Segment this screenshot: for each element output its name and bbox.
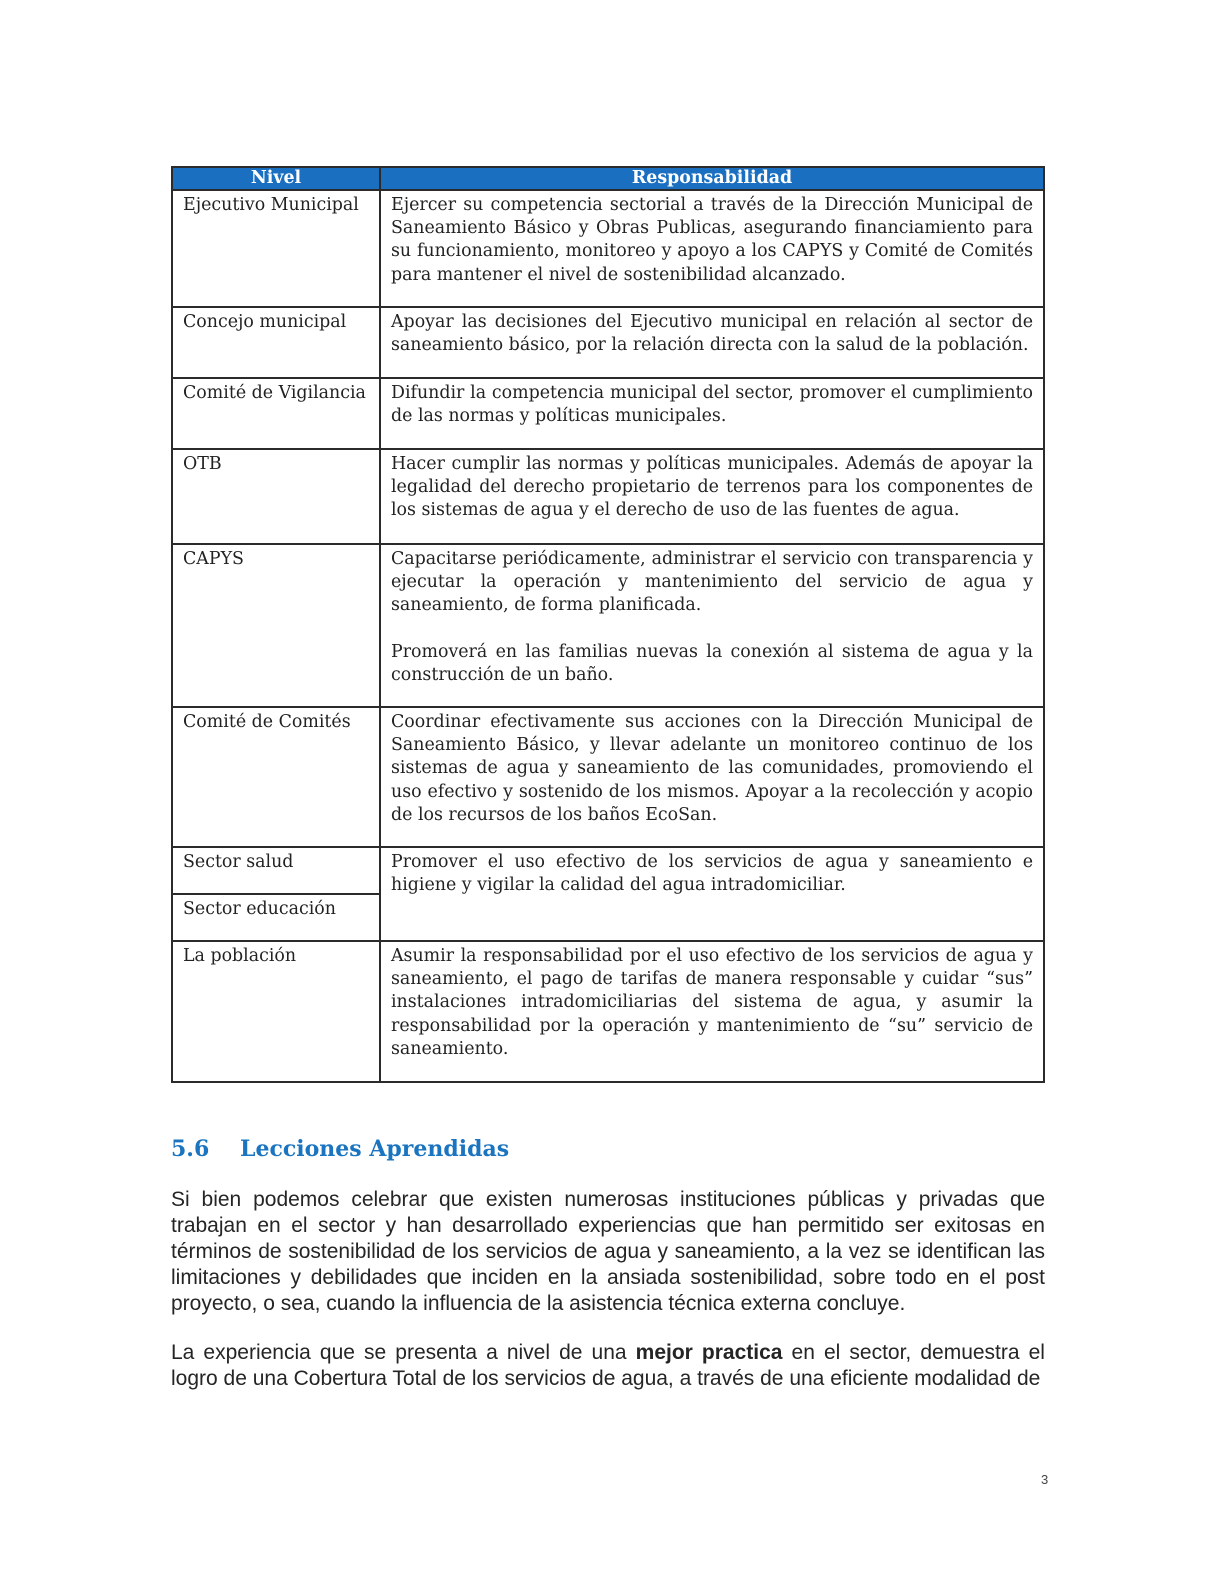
nivel-cell: Sector educación (172, 894, 380, 941)
page-number: 3 (1041, 1472, 1049, 1487)
responsabilidad-cell: Ejercer su competencia sectorial a través de la Dirección Municipal de Saneamiento Básico y Obras Publicas, asegurando financiamiento para su funcionamiento, monitoreo y apoyo a los CAPYS y Comité de Comités para mantener el nivel de sostenibilidad alcanzado. (380, 190, 1044, 307)
emphasis-text: mejor practica (635, 1341, 783, 1364)
table-row (172, 307, 1044, 378)
header-responsabilidad: Responsabilidad (380, 167, 1044, 190)
responsabilidad-cell: Promover el uso efectivo de los servicios de agua y saneamiento e higiene y vigilar la calidad del agua intradomiciliar. (380, 847, 1044, 941)
responsibility-table (171, 166, 1045, 1083)
section-title: Lecciones Aprendidas (240, 1136, 510, 1162)
table-row (172, 190, 1044, 307)
nivel-cell: Comité de Comités (172, 707, 380, 847)
body-paragraph (171, 1340, 1045, 1392)
responsabilidad-cell: Apoyar las decisiones del Ejecutivo municipal en relación al sector de saneamiento básico, por la relación directa con la salud de la población. (380, 307, 1044, 378)
body-paragraph: Si bien podemos celebrar que existen numerosas instituciones públicas y privadas que trabajan en el sector y han desarrollado experiencias que han permitido ser exitosas en términos de sostenibilidad de los servicios de agua y saneamiento, a la vez se identifican las limitaciones y debilidades que inciden en la ansiada sostenibilidad, sobre todo en el post proyecto, o sea, cuando la influencia de la asistencia técnica externa concluye. (171, 1188, 1045, 1315)
section-heading (171, 1136, 509, 1162)
paragraph-text: La experiencia que se presenta a nivel de una (171, 1341, 636, 1364)
table-row (172, 544, 1044, 707)
table-row (172, 847, 1044, 894)
table-row (172, 707, 1044, 847)
responsabilidad-cell: Hacer cumplir las normas y políticas municipales. Además de apoyar la legalidad del derecho propietario de terrenos para los componentes de los sistemas de agua y el derecho de uso de las fuentes de agua. (380, 449, 1044, 544)
responsabilidad-cell: Coordinar efectivamente sus acciones con la Dirección Municipal de Saneamiento Básico, y llevar adelante un monitoreo continuo de los sistemas de agua y saneamiento de las comunidades, promoviendo el uso efectivo y sostenido de los mismos. Apoyar a la recolección y acopio de los recursos de los baños EcoSan. (380, 707, 1044, 847)
nivel-cell: Concejo municipal (172, 307, 380, 378)
section-number: 5.6 (171, 1136, 210, 1162)
table-row (172, 449, 1044, 544)
paragraph-text: en el sector, demuestra el logro de una Cobertura Total de los servicios de agua, a través de una eficiente modalidad de (171, 1341, 1045, 1390)
responsabilidad-paragraph: Capacitarse periódicamente, administrar el servicio con transparencia y ejecutar la operación y mantenimiento del servicio de agua y saneamiento, de forma planificada. (391, 549, 1033, 616)
nivel-cell: OTB (172, 449, 380, 544)
nivel-cell: Ejecutivo Municipal (172, 190, 380, 307)
responsabilidad-paragraph: Promoverá en las familias nuevas la conexión al sistema de agua y la construcción de un baño. (391, 641, 1033, 685)
nivel-cell: CAPYS (172, 544, 380, 707)
responsabilidad-cell (380, 544, 1044, 707)
table-header-row (172, 167, 1044, 190)
responsabilidad-cell: Asumir la responsabilidad por el uso efectivo de los servicios de agua y saneamiento, el pago de tarifas de manera responsable y cuidar “sus” instalaciones intradomiciliarias del sistema de agua, y asumir la responsabilidad por la operación y mantenimiento de “su” servicio de saneamiento. (380, 941, 1044, 1082)
responsabilidad-cell: Difundir la competencia municipal del sector, promover el cumplimiento de las normas y políticas municipales. (380, 378, 1044, 449)
nivel-cell: La población (172, 941, 380, 1082)
header-nivel: Nivel (172, 167, 380, 190)
nivel-cell: Sector salud (172, 847, 380, 894)
table-row (172, 378, 1044, 449)
table-row (172, 941, 1044, 1082)
nivel-cell: Comité de Vigilancia (172, 378, 380, 449)
